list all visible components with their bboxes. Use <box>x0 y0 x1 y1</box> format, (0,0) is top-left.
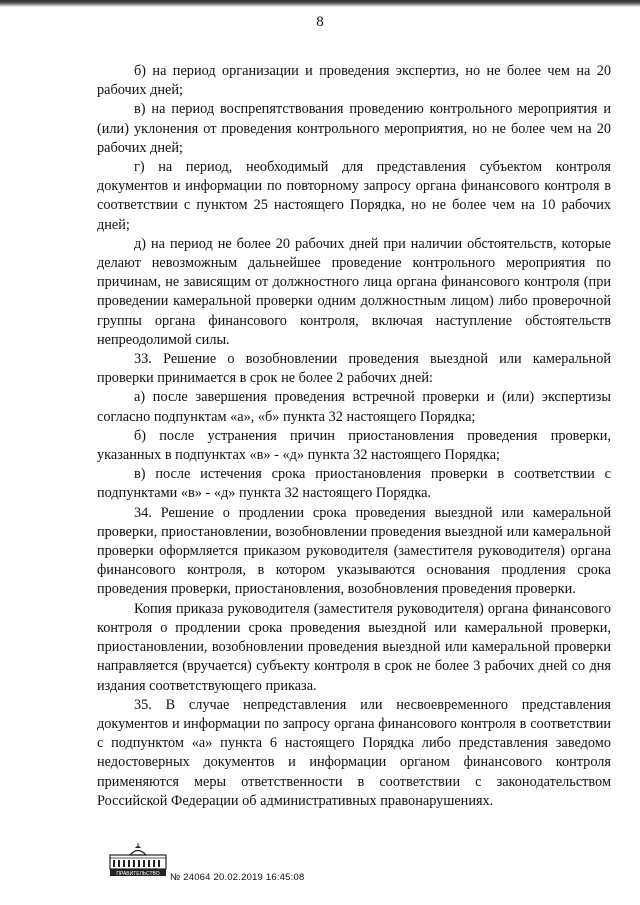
paragraph-32b: б) на период организации и проведения экспертиз, но не более чем на 20 рабочих дней; <box>97 63 611 99</box>
paragraph-33b: б) после устранения причин приостановления проведения проверки, указанных в подпунктах «в» - «д» пункта 32 настоящего Порядка; <box>97 427 611 464</box>
paragraph-32d: д) на период не более 20 рабочих дней при наличии обстоятельств, которые делают невозможным дальнейшее проведение контрольного мероприятия по причинам, не зависящим от должностного лица органа финансового контроля (при проведении камеральной проверки одним должностным лицом) либо проверочной группы органа финансового контроля, включая наступление обстоятельств непреодолимой силы. <box>97 235 611 348</box>
paragraph-34: 34. Решение о продлении срока проведения выездной или камеральной проверки, приостановлении, возобновлении проведения выездной или камеральной проверки оформляется приказом руководителя (заместителя руководителя) органа финансового контроля, в котором указываются основания продления срока проведения проверки, приостановления, возобновления проведения проверки. <box>97 504 611 598</box>
paragraph-34-copy: Копия приказа руководителя (заместителя руководителя) органа финансового контроля о продлении срока проведения выездной или камеральной проверки, приостановлении, возобновлении проведения выездной или камеральной проверки направляется (вручается) субъекту контроля в срок не более 3 рабочих дней со дня издания соответствующего приказа. <box>97 600 611 694</box>
paragraph-33v: в) после истечения срока приостановления проверки в соответствии с подпунктами «в» - «д» пункта 32 настоящего Порядка. <box>97 466 611 502</box>
paragraph-32v: в) на период воспрепятствования проведению контрольного мероприятия и (или) уклонения от проведения контрольного мероприятия, но не более чем на 20 рабочих дней; <box>97 101 611 156</box>
document-body <box>97 62 611 811</box>
svg-text:ПРАВИТЕЛЬСТВО: ПРАВИТЕЛЬСТВО <box>116 871 160 877</box>
page-number: 8 <box>316 14 324 30</box>
scan-top-edge <box>0 0 640 7</box>
registration-footer: № 24064 20.02.2019 16:45:08 <box>170 872 305 883</box>
paragraph-32g: г) на период, необходимый для представления субъектом контроля документов и информации по повторному запросу органа финансового контроля в соответствии с пунктом 25 настоящего Порядка, но не более чем на 10 рабочих дней; <box>97 159 611 233</box>
paragraph-33a: а) после завершения проведения встречной проверки и (или) экспертизы согласно подпунктам «а», «б» пункта 32 настоящего Порядка; <box>97 389 611 425</box>
paragraph-33: 33. Решение о возобновлении проведения выездной или камеральной проверки принимается в срок не более 2 рабочих дней: <box>97 351 611 387</box>
government-building-stamp-icon <box>108 842 168 883</box>
paragraph-35: 35. В случае непредставления или несвоевременного представления документов и информации по запросу органа финансового контроля в соответствии с подпунктом «а» пункта 6 настоящего Порядка либо представления заведомо недостоверных документов и информации органом финансового контроля применяются меры ответственности в соответствии с законодательством Российской Федерации об административных правонарушениях. <box>97 696 611 809</box>
